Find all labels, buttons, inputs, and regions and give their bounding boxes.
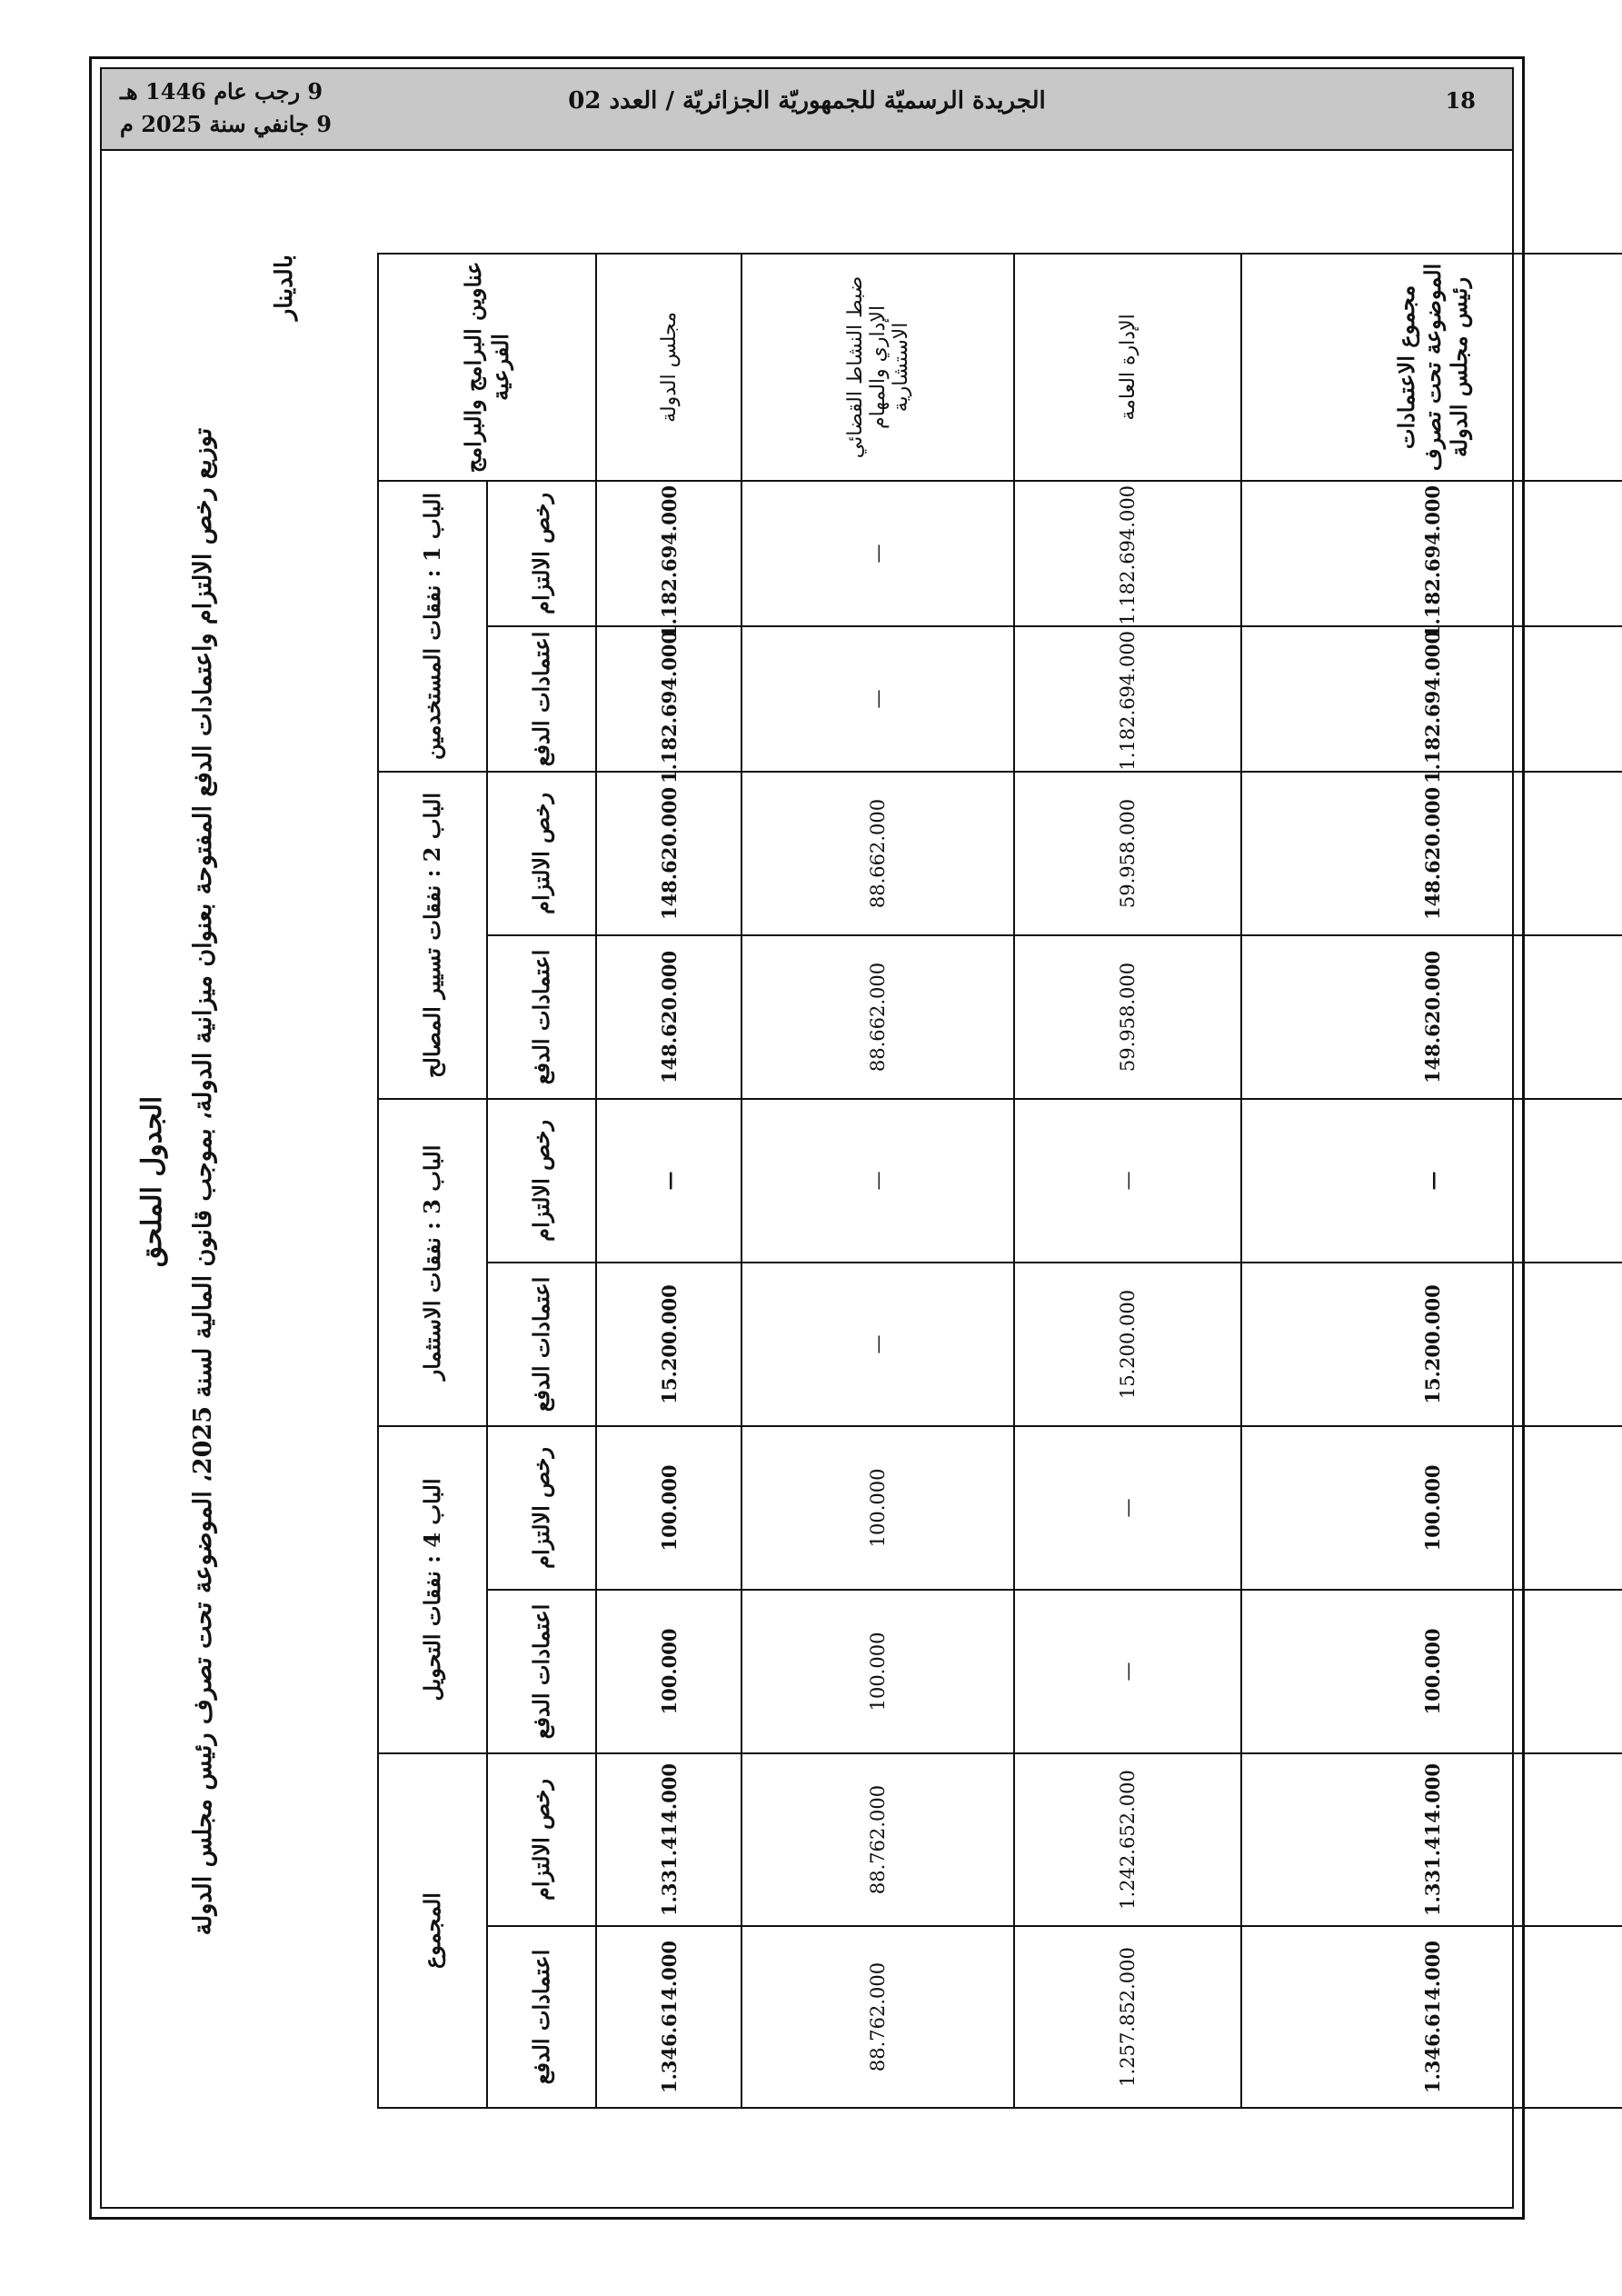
cell-t3-payment: 15.200.000 (596, 1263, 741, 1426)
header-total: المجموع (378, 1753, 487, 2108)
cell-t1-commitment: 1.182.694.000 (596, 481, 741, 626)
page-number: 18 (1445, 87, 1476, 114)
header-total-payment: اعتمادات الدفع (487, 1926, 596, 2108)
journal-title: الجريدة الرسميّة للجمهوريّة الجزائريّة / العدد 02 (568, 87, 1046, 115)
cell-t4-commitment: — (1014, 1426, 1241, 1590)
cell-t3-payment: 15.200.000 (1241, 1263, 1622, 1426)
header-t3-commitment: رخص الالتزام (487, 1099, 596, 1263)
header-t4-payment: اعتمادات الدفع (487, 1590, 596, 1753)
unit-label: بالدينار (271, 255, 298, 321)
cell-t2-commitment: 148.620.000 (596, 772, 741, 935)
header-t1-payment: اعتمادات الدفع (487, 626, 596, 772)
cell-t2-payment: 59.958.000 (1014, 935, 1241, 1099)
header-title-1: الباب 1 : نفقات المستخدمين (378, 481, 487, 772)
cell-t4-payment: — (1014, 1590, 1241, 1753)
cell-t4-payment: 100.000 (1241, 1590, 1622, 1753)
date-hijri: 9 رجب عام 1446 هـ (120, 78, 323, 105)
cell-t1-commitment: 1.182.694.000 (1241, 481, 1622, 626)
cell-t3-payment: 15.200.000 (1014, 1263, 1241, 1426)
cell-t4-commitment: 100.000 (741, 1426, 1014, 1590)
cell-total-payment: 1.257.852.000 (1014, 1926, 1241, 2108)
table-row (1014, 254, 1241, 2108)
cell-t4-payment: 100.000 (596, 1590, 741, 1753)
row-label: مجلس الدولة (596, 254, 741, 481)
header-t2-payment: اعتمادات الدفع (487, 935, 596, 1099)
cell-t1-payment: 1.182.694.000 (596, 626, 741, 772)
header-row-sub (487, 254, 596, 2108)
cell-total-payment: 1.346.614.000 (596, 1926, 741, 2108)
cell-t3-commitment: — (596, 1099, 741, 1263)
cell-t4-payment: 100.000 (741, 1590, 1014, 1753)
cell-t2-commitment: 59.958.000 (1014, 772, 1241, 935)
header-t2-commitment: رخص الالتزام (487, 772, 596, 935)
cell-t1-commitment: — (741, 481, 1014, 626)
header-t1-commitment: رخص الالتزام (487, 481, 596, 626)
cell-total-commitment: 1.242.652.000 (1014, 1753, 1241, 1926)
header-title-4: الباب 4 : نفقات التحويل (378, 1426, 487, 1753)
budget-table (377, 253, 1622, 2109)
cell-t2-payment: 88.662.000 (741, 935, 1014, 1099)
row-label: الإدارة العامة (1014, 254, 1241, 481)
cell-t3-commitment: — (741, 1099, 1014, 1263)
cell-total-commitment: 1.331.414.000 (596, 1753, 741, 1926)
cell-t1-payment: 1.182.694.000 (1241, 626, 1622, 772)
cell-total-payment: 1.346.614.000 (1241, 1926, 1622, 2108)
cell-t2-payment: 148.620.000 (1241, 935, 1622, 1099)
cell-total-payment: 88.762.000 (741, 1926, 1014, 2108)
header-title-3: الباب 3 : نفقات الاستثمار (378, 1099, 487, 1426)
cell-t1-commitment: 1.182.694.000 (1014, 481, 1241, 626)
total-row (1241, 254, 1622, 2108)
cell-t1-payment: — (741, 626, 1014, 772)
annex-heading: الجدول الملحق (136, 1095, 168, 1268)
cell-t4-commitment: 100.000 (596, 1426, 741, 1590)
cell-total-commitment: 88.762.000 (741, 1753, 1014, 1926)
rotated-annex (118, 182, 1499, 2181)
cell-t2-commitment: 88.662.000 (741, 772, 1014, 935)
header-total-commitment: رخص الالتزام (487, 1753, 596, 1926)
cell-total-commitment: 1.331.414.000 (1241, 1753, 1622, 1926)
page-header (102, 69, 1512, 151)
table-row (596, 254, 741, 2108)
date-gregorian: 9 جانفي سنة 2025 م (120, 111, 332, 137)
header-title-2: الباب 2 : نفقات تسيير المصالح (378, 772, 487, 1099)
header-t3-payment: اعتمادات الدفع (487, 1263, 596, 1426)
header-row-titles (378, 254, 487, 2108)
cell-t1-payment: 1.182.694.000 (1014, 626, 1241, 772)
cell-t3-payment: — (741, 1263, 1014, 1426)
header-t4-commitment: رخص الالتزام (487, 1426, 596, 1590)
cell-t4-commitment: 100.000 (1241, 1426, 1622, 1590)
table-title: توزيع رخص الالتزام واعتمادات الدفع المفتوحة بعنوان ميزانية الدولة، بموجب قانون المالية لسنة 2025، الموضوعة تحت تصرف رئيس مجلس الدولة (189, 427, 217, 1936)
cell-t3-commitment: — (1014, 1099, 1241, 1263)
cell-t2-commitment: 148.620.000 (1241, 772, 1622, 935)
header-programs: عناوين البرامج والبرامج الفرعية (378, 254, 596, 481)
table-row (741, 254, 1014, 2108)
row-label: مجموع الاعتمادات الموضوعة تحت تصرف رئيس مجلس الدولة (1241, 254, 1622, 481)
cell-t2-payment: 148.620.000 (596, 935, 741, 1099)
cell-t3-commitment: — (1241, 1099, 1622, 1263)
row-label: ضبط النشاط القضائي الإداري والمهام الاستشارية (741, 254, 1014, 481)
